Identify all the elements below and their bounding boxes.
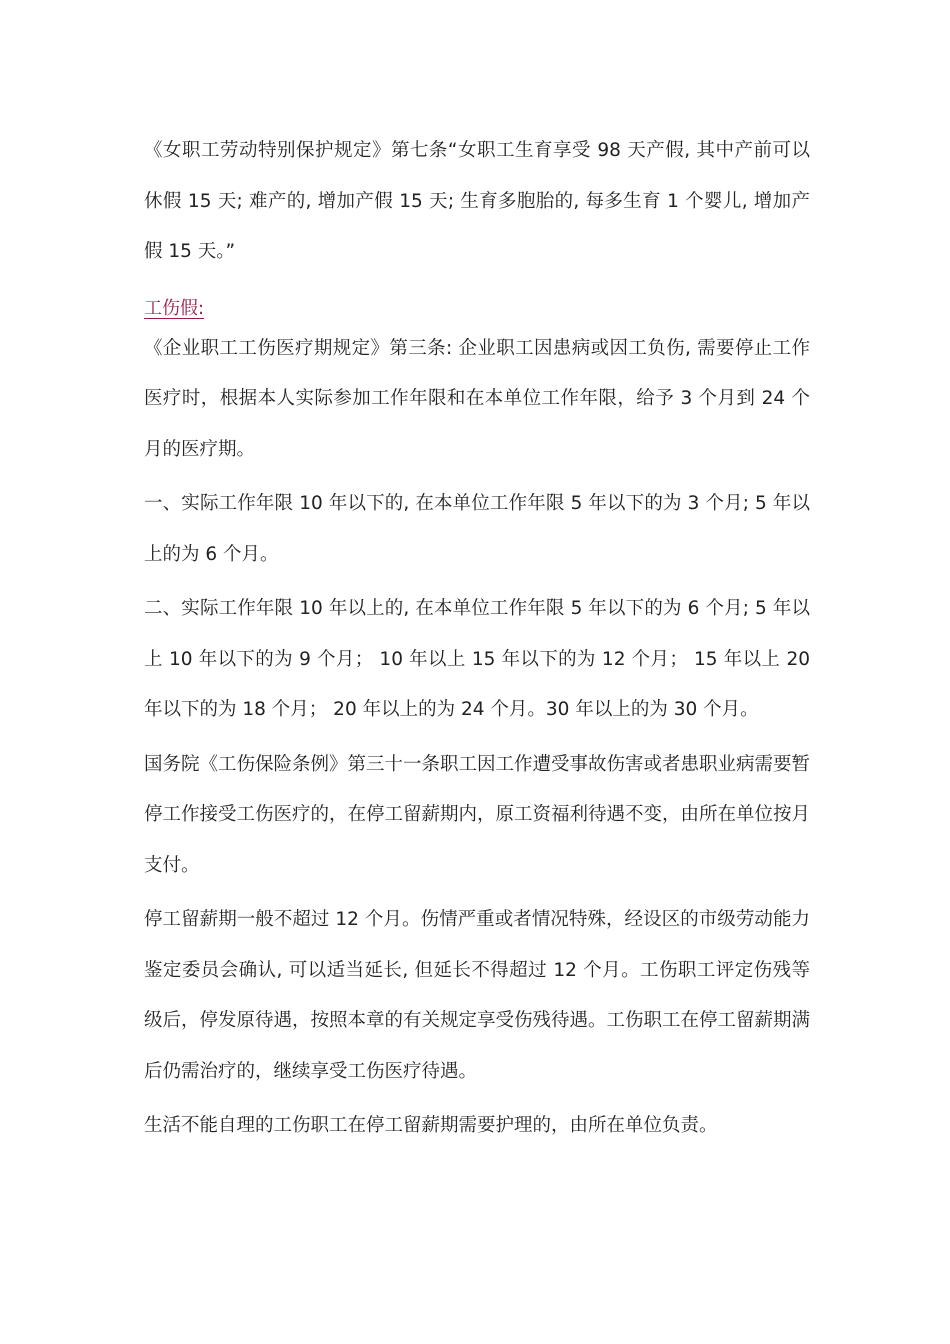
spacer — [144, 278, 810, 294]
paragraph-regulation: 国务院《工伤保险条例》第三十一条职工因工作遭受事故伤害或者患职业病需要暂停工作接受工伤医疗的，在停工留薪期内，原工资福利待遇不变，由所在单位按月支付。 — [144, 753, 811, 876]
heading-injury-leave: 工伤假: — [144, 297, 205, 319]
paragraph-maternity-leave: 《女职工劳动特别保护规定》第七条“女职工生育享受 98 天产假, 其中产前可以休假 15 天; 难产的, 增加产假 15 天; 生育多胞胎的, 每多生育 1 个婴儿, 增加产假 15 天。” — [144, 140, 810, 262]
paragraph-suspension-period: 停工留薪期一般不超过 12 个月。伤情严重或者情况特殊，经设区的市级劳动能力鉴定委员会确认, 可以适当延长, 但延长不得超过 12 个月。工伤职工评定伤残等级后，停发原待遇，按照本章的有关规定享受伤残待遇。工伤职工在停工留薪期满后仍需治疗的，继续享受工伤医疗待遇。 — [144, 909, 811, 1082]
document-page — [144, 126, 810, 1152]
paragraph-item-one: 一、实际工作年限 10 年以下的, 在本单位工作年限 5 年以下的为 3 个月; 5 年以上的为 6 个月。 — [144, 493, 810, 565]
paragraph-nursing-care: 生活不能自理的工伤职工在停工留薪期需要护理的，由所在单位负责。 — [144, 1115, 718, 1136]
paragraph-item-two: 二、实际工作年限 10 年以上的, 在本单位工作年限 5 年以下的为 6 个月; 5 年以上 10 年以下的为 9 个月； 10 年以上 15 年以下的为 12 个月； 15 年以上 20 年以下的为 18 个月； 20 年以上的为 24 个月。30 年以上的为 30 个月。 — [144, 598, 810, 720]
paragraph-injury-rule: 《企业职工工伤医疗期规定》第三条: 企业职工因患病或因工负伤, 需要停止工作医疗时，根据本人实际参加工作年限和在本单位工作年限，给予 3 个月到 24 个月的医疗期。 — [144, 337, 810, 460]
